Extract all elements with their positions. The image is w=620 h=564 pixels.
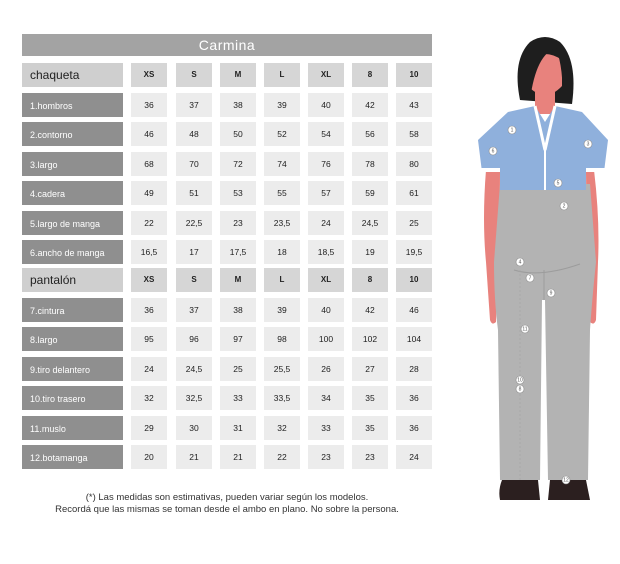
pants-value-cell: 23 (308, 445, 344, 469)
pants-value-cell: 32 (131, 386, 167, 410)
jacket-value-cell: 19,5 (396, 240, 432, 264)
jacket-size-header: M (220, 63, 256, 87)
jacket-value-cell: 43 (396, 93, 432, 117)
pants-value-cell: 102 (352, 327, 388, 351)
jacket-value-cell: 54 (308, 122, 344, 146)
jacket-value-cell: 19 (352, 240, 388, 264)
pants-value-cell: 29 (131, 416, 167, 440)
note-line-1: (*) Las medidas son estimativas, pueden variar según los modelos. (85, 492, 369, 503)
jacket-value-cell: 52 (264, 122, 300, 146)
jacket-value-cell: 39 (264, 93, 300, 117)
jacket-value-cell: 18,5 (308, 240, 344, 264)
jacket-value-cell: 68 (131, 152, 167, 176)
jacket-value-cell: 49 (131, 181, 167, 205)
jacket-value-cell: 76 (308, 152, 344, 176)
marker-6-label: 6 (491, 148, 495, 155)
jacket-value-cell: 24,5 (352, 211, 388, 235)
jacket-value-cell: 18 (264, 240, 300, 264)
pants-value-cell: 37 (176, 298, 212, 322)
pants-value-cell: 32,5 (176, 386, 212, 410)
jacket-size-header: 10 (396, 63, 432, 87)
left-cuff (480, 168, 500, 172)
marker-8-label: 8 (518, 386, 522, 393)
jacket-row-label: 2.contorno (22, 122, 123, 146)
pants-row-label: 7.cintura (22, 298, 123, 322)
jacket-value-cell: 23,5 (264, 211, 300, 235)
pants-row-label: 10.tiro trasero (22, 386, 123, 410)
pants-value-cell: 97 (220, 327, 256, 351)
jacket-size-header: XS (131, 63, 167, 87)
pants-value-cell: 96 (176, 327, 212, 351)
pants-size-header: S (176, 268, 212, 292)
pants-value-cell: 32 (264, 416, 300, 440)
note-line-2: Recordá que las mismas se toman desde el ambo en plano. No sobre la persona. (55, 504, 399, 515)
jacket-value-cell: 17 (176, 240, 212, 264)
pants-value-cell: 20 (131, 445, 167, 469)
neck (535, 92, 555, 114)
jacket-value-cell: 37 (176, 93, 212, 117)
pants-value-cell: 26 (308, 357, 344, 381)
jacket-value-cell: 51 (176, 181, 212, 205)
jacket-value-cell: 56 (352, 122, 388, 146)
pants-value-cell: 35 (352, 386, 388, 410)
pants-value-cell: 36 (396, 416, 432, 440)
pants-value-cell: 38 (220, 298, 256, 322)
pants-value-cell: 30 (176, 416, 212, 440)
pants-value-cell: 40 (308, 298, 344, 322)
jacket-value-cell: 46 (131, 122, 167, 146)
pants-value-cell: 95 (131, 327, 167, 351)
pants-row-label: 12.botamanga (22, 445, 123, 469)
pants-size-header: M (220, 268, 256, 292)
pants-size-header: XL (308, 268, 344, 292)
jacket-size-header: L (264, 63, 300, 87)
pants-size-header: L (264, 268, 300, 292)
jacket-value-cell: 72 (220, 152, 256, 176)
jacket-value-cell: 53 (220, 181, 256, 205)
pants-row-label: 8.largo (22, 327, 123, 351)
jacket-value-cell: 61 (396, 181, 432, 205)
chart-title: Carmina (22, 34, 432, 56)
pants-value-cell: 39 (264, 298, 300, 322)
jacket-value-cell: 22 (131, 211, 167, 235)
jacket-value-cell: 16,5 (131, 240, 167, 264)
jacket-section-label: chaqueta (22, 63, 123, 87)
jacket-row-label: 6.ancho de manga (22, 240, 123, 264)
pants-value-cell: 27 (352, 357, 388, 381)
pants-value-cell: 98 (264, 327, 300, 351)
pants-row-label: 11.muslo (22, 416, 123, 440)
jacket-value-cell: 74 (264, 152, 300, 176)
marker-3-label: 3 (586, 141, 590, 148)
pants-value-cell: 46 (396, 298, 432, 322)
jacket-value-cell: 36 (131, 93, 167, 117)
marker-10-label: 10 (517, 377, 523, 384)
pants-value-cell: 34 (308, 386, 344, 410)
pants-value-cell: 24,5 (176, 357, 212, 381)
marker-9-label: 9 (549, 290, 553, 297)
pants-value-cell: 25,5 (264, 357, 300, 381)
jacket-row-label: 3.largo (22, 152, 123, 176)
pants-size-header: 10 (396, 268, 432, 292)
jacket-value-cell: 50 (220, 122, 256, 146)
pants-value-cell: 21 (176, 445, 212, 469)
measurement-figure (470, 30, 620, 520)
pants-value-cell: 35 (352, 416, 388, 440)
marker-5-label: 5 (556, 180, 560, 187)
left-shoe (499, 480, 540, 500)
jacket-size-header: 8 (352, 63, 388, 87)
pants-value-cell: 104 (396, 327, 432, 351)
jacket-size-header: XL (308, 63, 344, 87)
jacket-value-cell: 57 (308, 181, 344, 205)
pants-row-label: 9.tiro delantero (22, 357, 123, 381)
marker-4-label: 4 (518, 259, 522, 266)
marker-7-label: 7 (528, 275, 532, 282)
marker-11-label: 11 (522, 326, 528, 333)
pants-value-cell: 33 (308, 416, 344, 440)
marker-1-label: 1 (510, 127, 514, 134)
pants-value-cell: 36 (131, 298, 167, 322)
jacket-value-cell: 40 (308, 93, 344, 117)
pants-value-cell: 33 (220, 386, 256, 410)
pants-value-cell: 22 (264, 445, 300, 469)
jacket-value-cell: 22,5 (176, 211, 212, 235)
pants-size-header: XS (131, 268, 167, 292)
pants-value-cell: 28 (396, 357, 432, 381)
jacket-value-cell: 24 (308, 211, 344, 235)
jacket-row-label: 4.cadera (22, 181, 123, 205)
jacket-value-cell: 58 (396, 122, 432, 146)
pants-value-cell: 24 (131, 357, 167, 381)
jacket-value-cell: 42 (352, 93, 388, 117)
jacket-value-cell: 80 (396, 152, 432, 176)
marker-12-label: 12 (563, 477, 569, 484)
jacket-value-cell: 23 (220, 211, 256, 235)
pants-value-cell: 23 (352, 445, 388, 469)
jacket-value-cell: 48 (176, 122, 212, 146)
jacket-value-cell: 70 (176, 152, 212, 176)
pants-value-cell: 100 (308, 327, 344, 351)
pants-section-label: pantalón (22, 268, 123, 292)
pants (494, 184, 596, 480)
jacket-size-header: S (176, 63, 212, 87)
pants-value-cell: 42 (352, 298, 388, 322)
jacket-value-cell: 38 (220, 93, 256, 117)
jacket-value-cell: 55 (264, 181, 300, 205)
jacket-row-label: 1.hombros (22, 93, 123, 117)
jacket-value-cell: 78 (352, 152, 388, 176)
pants-value-cell: 21 (220, 445, 256, 469)
pants-value-cell: 31 (220, 416, 256, 440)
pants-value-cell: 24 (396, 445, 432, 469)
pants-value-cell: 36 (396, 386, 432, 410)
jacket-row-label: 5.largo de manga (22, 211, 123, 235)
pants-size-header: 8 (352, 268, 388, 292)
disclaimer-note (22, 492, 432, 516)
jacket-value-cell: 59 (352, 181, 388, 205)
pants-value-cell: 25 (220, 357, 256, 381)
jacket-value-cell: 25 (396, 211, 432, 235)
marker-2-label: 2 (562, 203, 566, 210)
right-cuff (586, 168, 606, 172)
jacket-value-cell: 17,5 (220, 240, 256, 264)
pants-value-cell: 33,5 (264, 386, 300, 410)
